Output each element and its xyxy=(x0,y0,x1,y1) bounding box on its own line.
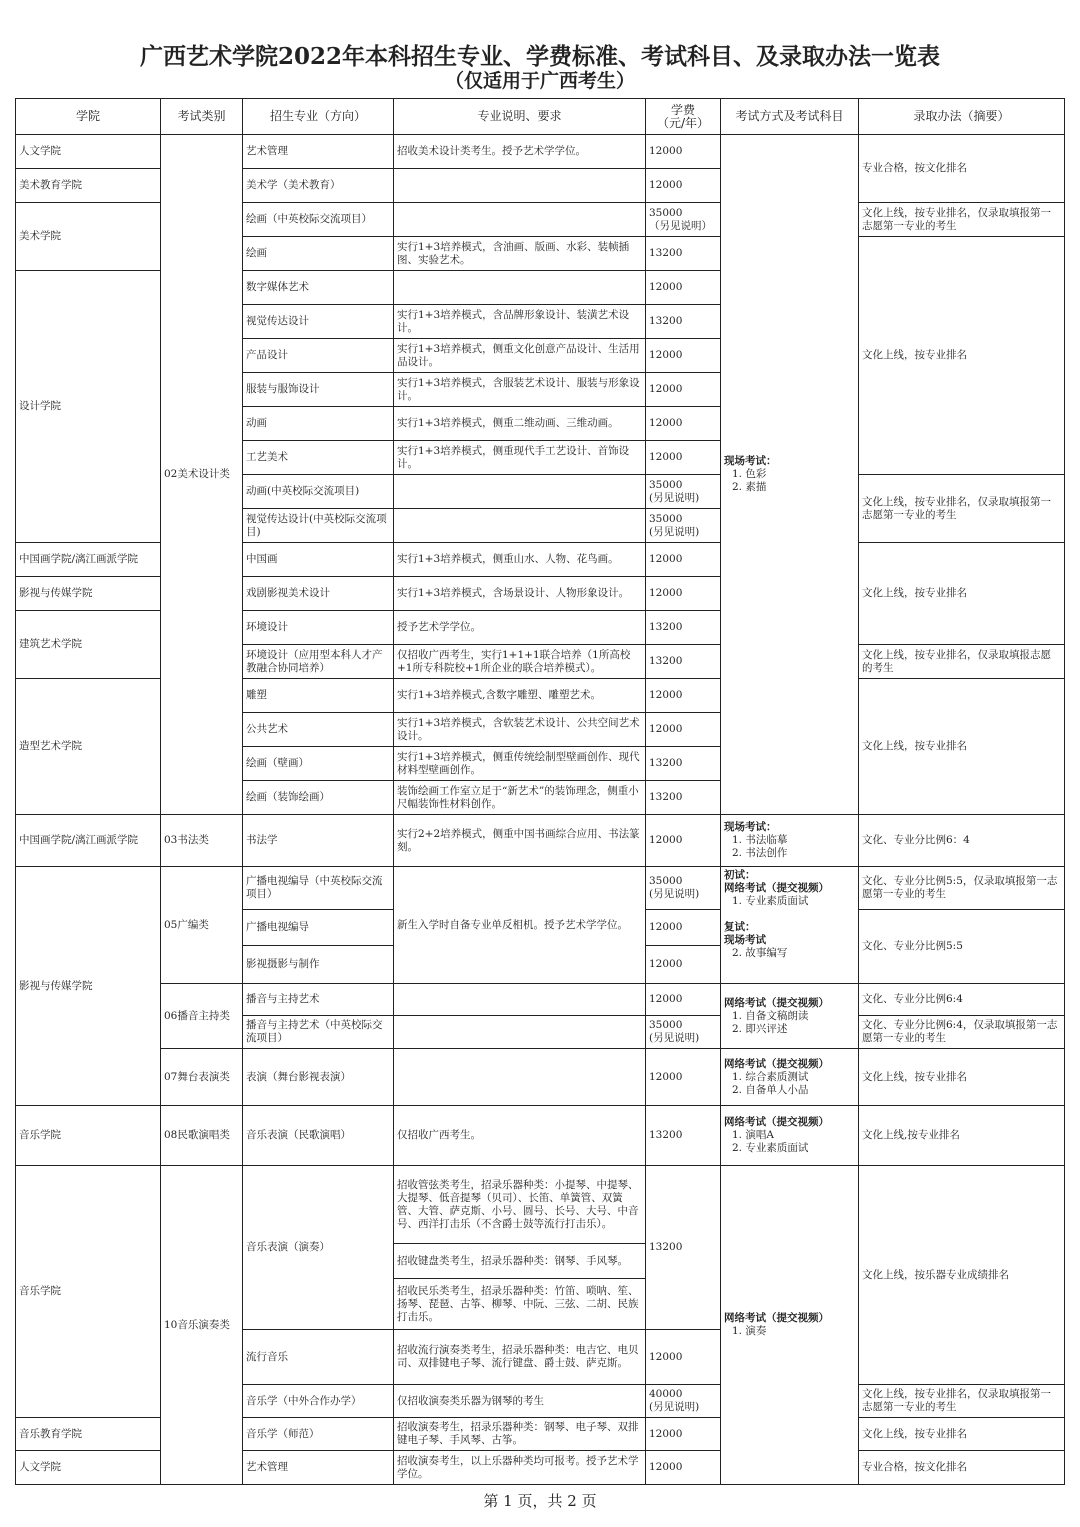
admission-cell: 文化上线，按专业排名，仅录取填报第一志愿第一专业的考生 xyxy=(859,203,1065,237)
category-cell: 02美术设计类 xyxy=(161,135,243,815)
exam-spacer xyxy=(724,908,855,921)
fee-cell: 13200 xyxy=(646,1166,721,1330)
major-cell: 绘画 xyxy=(243,237,394,271)
exam-item: 1. 色彩 xyxy=(732,468,767,480)
admission-cell: 文化、专业分比例6:4，仅录取填报第一志愿第一专业的考生 xyxy=(859,1016,1065,1049)
desc-cell xyxy=(394,509,646,543)
exam-cell xyxy=(721,1106,859,1166)
category-cell: 03书法类 xyxy=(161,815,243,867)
major-cell: 音乐表演（民歌演唱） xyxy=(243,1106,394,1166)
college-cell: 人文学院 xyxy=(16,1451,161,1485)
major-cell: 环境设计 xyxy=(243,611,394,645)
desc-cell xyxy=(394,475,646,509)
exam-item: 1. 书法临摹 xyxy=(732,834,788,846)
admission-cell: 文化上线,按专业排名 xyxy=(859,1106,1065,1166)
fee-cell: 13200 xyxy=(646,305,721,339)
desc-cell: 仅招收演奏类乐器为钢琴的考生 xyxy=(394,1385,646,1418)
major-cell: 绘画（中英校际交流项目） xyxy=(243,203,394,237)
admission-cell: 文化、专业分比例6：4 xyxy=(859,815,1065,867)
fee-cell: 13200 xyxy=(646,645,721,679)
exam-item: 2. 书法创作 xyxy=(732,847,788,859)
college-cell: 音乐学院 xyxy=(16,1166,161,1418)
desc-cell: 实行1+3培养模式，侧重山水、人物、花鸟画。 xyxy=(394,543,646,577)
desc-cell: 招收演奏考生，招录乐器种类：钢琴、电子琴、双排键电子琴、手风琴、古筝。 xyxy=(394,1418,646,1451)
header-tuition: 学费 （元/年） xyxy=(646,99,721,135)
category-cell: 08民歌演唱类 xyxy=(161,1106,243,1166)
fee-cell: 12000 xyxy=(646,577,721,611)
exam-item: 2. 专业素质面试 xyxy=(732,1142,809,1154)
major-cell: 流行音乐 xyxy=(243,1330,394,1385)
admission-cell: 文化上线，按乐器专业成绩排名 xyxy=(859,1166,1065,1385)
table-row xyxy=(16,135,1065,169)
exam-item: 2. 自备单人小品 xyxy=(732,1083,809,1096)
desc-cell xyxy=(394,1016,646,1049)
desc-cell: 实行1+3培养模式，侧重二维动画、三维动画。 xyxy=(394,407,646,441)
fee-cell: 13200 xyxy=(646,237,721,271)
fee-cell: 12000 xyxy=(646,984,721,1016)
desc-cell: 实行1+3培养模式，侧重传统绘制型壁画创作、现代材料型壁画创作。 xyxy=(394,747,646,781)
fee-cell: 12000 xyxy=(646,815,721,867)
exam-head: 网络考试（提交视频） xyxy=(724,996,829,1009)
admission-cell: 文化上线，按专业排名 xyxy=(859,679,1065,815)
fee-cell: 13200 xyxy=(646,747,721,781)
desc-cell xyxy=(394,271,646,305)
fee-cell: 12000 xyxy=(646,169,721,203)
admission-cell: 文化上线，按专业排名 xyxy=(859,237,1065,475)
college-cell: 建筑艺术学院 xyxy=(16,611,161,679)
college-cell: 中国画学院/漓江画派学院 xyxy=(16,815,161,867)
fee-cell: 12000 xyxy=(646,339,721,373)
major-cell: 产品设计 xyxy=(243,339,394,373)
fee-cell: 12000 xyxy=(646,946,721,984)
major-cell: 绘画（壁画） xyxy=(243,747,394,781)
exam-item: 1. 自备文稿朗读 xyxy=(732,1009,809,1022)
exam-cell xyxy=(721,1166,859,1485)
document-subtitle: （仅适用于广西考生） xyxy=(444,70,635,92)
admission-cell: 专业合格，按文化排名 xyxy=(859,1451,1065,1485)
admission-cell: 文化上线，按专业排名 xyxy=(859,1049,1065,1106)
desc-cell: 仅招收广西考生。 xyxy=(394,1106,646,1166)
college-cell: 影视与传媒学院 xyxy=(16,867,161,1106)
exam-cell xyxy=(721,815,859,867)
major-cell: 广播电视编导 xyxy=(243,910,394,946)
exam-cell xyxy=(721,984,859,1049)
category-cell: 06播音主持类 xyxy=(161,984,243,1049)
admission-cell: 文化上线，按专业排名，仅录取填报志愿的考生 xyxy=(859,645,1065,679)
desc-cell: 招收演奏考生，以上乐器种类均可报考。授予艺术学学位。 xyxy=(394,1451,646,1485)
fee-cell: 12000 xyxy=(646,1418,721,1451)
major-cell: 戏剧影视美术设计 xyxy=(243,577,394,611)
admission-cell: 文化上线，按专业排名，仅录取填报第一志愿第一专业的考生 xyxy=(859,1385,1065,1418)
major-cell: 影视摄影与制作 xyxy=(243,946,394,984)
admission-cell: 文化上线，按专业排名 xyxy=(859,543,1065,645)
fee-cell: 12000 xyxy=(646,271,721,305)
fee-cell: 12000 xyxy=(646,713,721,747)
major-cell: 美术学（美术教育） xyxy=(243,169,394,203)
major-cell: 表演（舞台影视表演） xyxy=(243,1049,394,1106)
college-cell: 音乐教育学院 xyxy=(16,1418,161,1451)
admission-cell: 文化、专业分比例5:5，仅录取填报第一志愿第一专业的考生 xyxy=(859,867,1065,910)
fee-cell: 12000 xyxy=(646,679,721,713)
fee-cell: 35000 (另见说明) xyxy=(646,509,721,543)
major-cell: 公共艺术 xyxy=(243,713,394,747)
exam-item: 1. 演奏 xyxy=(732,1325,767,1337)
desc-cell: 招收流行演奏类考生，招录乐器种类：电吉它、电贝司、双排键电子琴、流行键盘、爵士鼓、萨克斯。 xyxy=(394,1330,646,1385)
major-cell: 音乐学（中外合作办学） xyxy=(243,1385,394,1418)
major-cell: 环境设计（应用型本科人才产教融合协同培养） xyxy=(243,645,394,679)
major-cell: 艺术管理 xyxy=(243,1451,394,1485)
table-row xyxy=(16,1106,1065,1166)
major-cell: 动画(中英校际交流项目) xyxy=(243,475,394,509)
desc-cell: 装饰绘画工作室立足于“新艺术”的装饰理念，侧重小尺幅装饰性材料创作。 xyxy=(394,781,646,815)
major-cell: 雕塑 xyxy=(243,679,394,713)
major-cell: 音乐学（师范） xyxy=(243,1418,394,1451)
major-cell: 服装与服饰设计 xyxy=(243,373,394,407)
desc-cell: 实行1+3培养模式，含场景设计、人物形象设计。 xyxy=(394,577,646,611)
admission-cell: 专业合格，按文化排名 xyxy=(859,135,1065,203)
exam-item: 2. 即兴评述 xyxy=(732,1022,788,1035)
exam-item: 1. 演唱A xyxy=(732,1129,774,1141)
exam-item: 1. 综合素质测试 xyxy=(732,1070,809,1083)
table-row xyxy=(16,867,1065,910)
desc-cell: 招收键盘类考生，招录乐器种类：钢琴、手风琴。 xyxy=(394,1244,646,1279)
desc-cell xyxy=(394,984,646,1016)
category-cell: 07舞台表演类 xyxy=(161,1049,243,1106)
exam-cell xyxy=(721,1049,859,1106)
category-cell: 05广编类 xyxy=(161,867,243,984)
exam-head: 现场考试 xyxy=(724,934,766,946)
fee-cell: 12000 xyxy=(646,910,721,946)
desc-cell: 招收美术设计类考生。授予艺术学学位。 xyxy=(394,135,646,169)
exam-head: 复试： xyxy=(724,921,756,933)
desc-cell xyxy=(394,169,646,203)
exam-head: 现场考试： xyxy=(724,455,777,467)
desc-cell: 实行1+3培养模式，含油画、版画、水彩、装帧插图、实验艺术。 xyxy=(394,237,646,271)
header-college: 学院 xyxy=(16,99,161,135)
exam-head: 现场考试： xyxy=(724,821,777,833)
major-cell: 视觉传达设计(中英校际交流项目) xyxy=(243,509,394,543)
document-title: 广西艺术学院2022年本科招生专业、学费标准、考试科目、及录取办法一览表 xyxy=(139,43,940,70)
major-cell: 播音与主持艺术 xyxy=(243,984,394,1016)
exam-item: 2. 故事编写 xyxy=(732,947,788,959)
desc-cell: 新生入学时自备专业单反相机。授予艺术学学位。 xyxy=(394,867,646,984)
desc-cell: 实行1+3培养模式，侧重现代手工艺设计、首饰设计。 xyxy=(394,441,646,475)
desc-cell: 实行1+3培养模式，含服装艺术设计、服装与形象设计。 xyxy=(394,373,646,407)
college-cell: 音乐学院 xyxy=(16,1106,161,1166)
fee-cell: 35000 （另见说明） xyxy=(646,203,721,237)
fee-cell: 12000 xyxy=(646,135,721,169)
fee-cell: 13200 xyxy=(646,781,721,815)
fee-cell: 40000 (另见说明) xyxy=(646,1385,721,1418)
fee-cell: 12000 xyxy=(646,1451,721,1485)
college-cell: 美术学院 xyxy=(16,203,161,271)
desc-cell: 实行1+3培养模式，含软装艺术设计、公共空间艺术设计。 xyxy=(394,713,646,747)
major-cell: 绘画（装饰绘画） xyxy=(243,781,394,815)
admission-cell: 文化上线，按专业排名 xyxy=(859,1418,1065,1451)
major-cell: 数字媒体艺术 xyxy=(243,271,394,305)
desc-cell: 实行1+3培养模式，含品牌形象设计、装潢艺术设计。 xyxy=(394,305,646,339)
exam-head: 网络考试（提交视频） xyxy=(724,1312,829,1324)
desc-cell: 招收民乐类考生，招录乐器种类：竹笛、唢呐、笙、扬琴、琵琶、古筝、柳琴、中阮、三弦、二胡、民族打击乐。 xyxy=(394,1279,646,1330)
major-cell: 书法学 xyxy=(243,815,394,867)
fee-cell: 13200 xyxy=(646,611,721,645)
exam-head: 初试： xyxy=(724,869,756,881)
desc-cell: 实行1+3培养模式，侧重文化创意产品设计、生活用品设计。 xyxy=(394,339,646,373)
desc-cell xyxy=(394,203,646,237)
fee-cell: 35000 (另见说明) xyxy=(646,475,721,509)
exam-cell xyxy=(721,867,859,984)
admissions-table xyxy=(15,98,1065,1485)
desc-cell: 实行2+2培养模式，侧重中国书画综合应用、书法篆刻。 xyxy=(394,815,646,867)
desc-cell: 仅招收广西考生，实行1+1+1联合培养（1所高校+1所专科院校+1所企业的联合培养模式）。 xyxy=(394,645,646,679)
fee-cell: 12000 xyxy=(646,1330,721,1385)
page-number: 第 1 页，共 2 页 xyxy=(483,1492,597,1510)
fee-cell: 12000 xyxy=(646,407,721,441)
fee-cell: 12000 xyxy=(646,441,721,475)
category-cell: 10音乐演奏类 xyxy=(161,1166,243,1485)
header-description: 专业说明、要求 xyxy=(394,99,646,135)
exam-cell xyxy=(721,135,859,815)
major-cell: 动画 xyxy=(243,407,394,441)
desc-cell: 授予艺术学学位。 xyxy=(394,611,646,645)
major-cell: 视觉传达设计 xyxy=(243,305,394,339)
major-cell: 音乐表演（演奏） xyxy=(243,1166,394,1330)
table-row xyxy=(16,1049,1065,1106)
exam-head: 网络考试（提交视频） xyxy=(724,1116,829,1128)
major-cell: 工艺美术 xyxy=(243,441,394,475)
fee-cell: 12000 xyxy=(646,1049,721,1106)
header-major: 招生专业（方向） xyxy=(243,99,394,135)
fee-cell: 12000 xyxy=(646,543,721,577)
desc-cell: 实行1+3培养模式,含数字雕塑、雕塑艺术。 xyxy=(394,679,646,713)
table-row xyxy=(16,984,1065,1016)
admission-cell: 文化上线，按专业排名，仅录取填报第一志愿第一专业的考生 xyxy=(859,475,1065,543)
college-cell: 美术教育学院 xyxy=(16,169,161,203)
fee-cell: 35000 (另见说明) xyxy=(646,867,721,910)
college-cell: 设计学院 xyxy=(16,271,161,543)
admission-cell: 文化、专业分比例6:4 xyxy=(859,984,1065,1016)
admission-cell: 文化、专业分比例5:5 xyxy=(859,910,1065,984)
college-cell: 影视与传媒学院 xyxy=(16,577,161,611)
exam-item: 2. 素描 xyxy=(732,481,767,493)
header-category: 考试类别 xyxy=(161,99,243,135)
header-row xyxy=(16,99,1065,135)
header-admission: 录取办法（摘要） xyxy=(859,99,1065,135)
college-cell: 造型艺术学院 xyxy=(16,679,161,815)
table-row xyxy=(16,1166,1065,1244)
major-cell: 广播电视编导（中英校际交流项目） xyxy=(243,867,394,910)
desc-cell xyxy=(394,1049,646,1106)
fee-cell: 13200 xyxy=(646,1106,721,1166)
major-cell: 中国画 xyxy=(243,543,394,577)
major-cell: 艺术管理 xyxy=(243,135,394,169)
college-cell: 人文学院 xyxy=(16,135,161,169)
table-row xyxy=(16,815,1065,867)
header-exam: 考试方式及考试科目 xyxy=(721,99,859,135)
fee-cell: 12000 xyxy=(646,373,721,407)
desc-cell: 招收管弦类考生，招录乐器种类：小提琴、中提琴、大提琴、低音提琴（贝司）、长笛、单簧管、双簧管、大管、萨克斯、小号、圆号、长号、大号、中音号、西洋打击乐（不含爵士鼓等流行打击乐）。 xyxy=(394,1166,646,1244)
major-cell: 播音与主持艺术（中英校际交流项目） xyxy=(243,1016,394,1049)
college-cell: 中国画学院/漓江画派学院 xyxy=(16,543,161,577)
exam-head: 网络考试（提交视频） xyxy=(724,882,829,894)
fee-cell: 35000 (另见说明) xyxy=(646,1016,721,1049)
exam-item: 1. 专业素质面试 xyxy=(732,895,809,907)
exam-head: 网络考试（提交视频） xyxy=(724,1057,829,1070)
